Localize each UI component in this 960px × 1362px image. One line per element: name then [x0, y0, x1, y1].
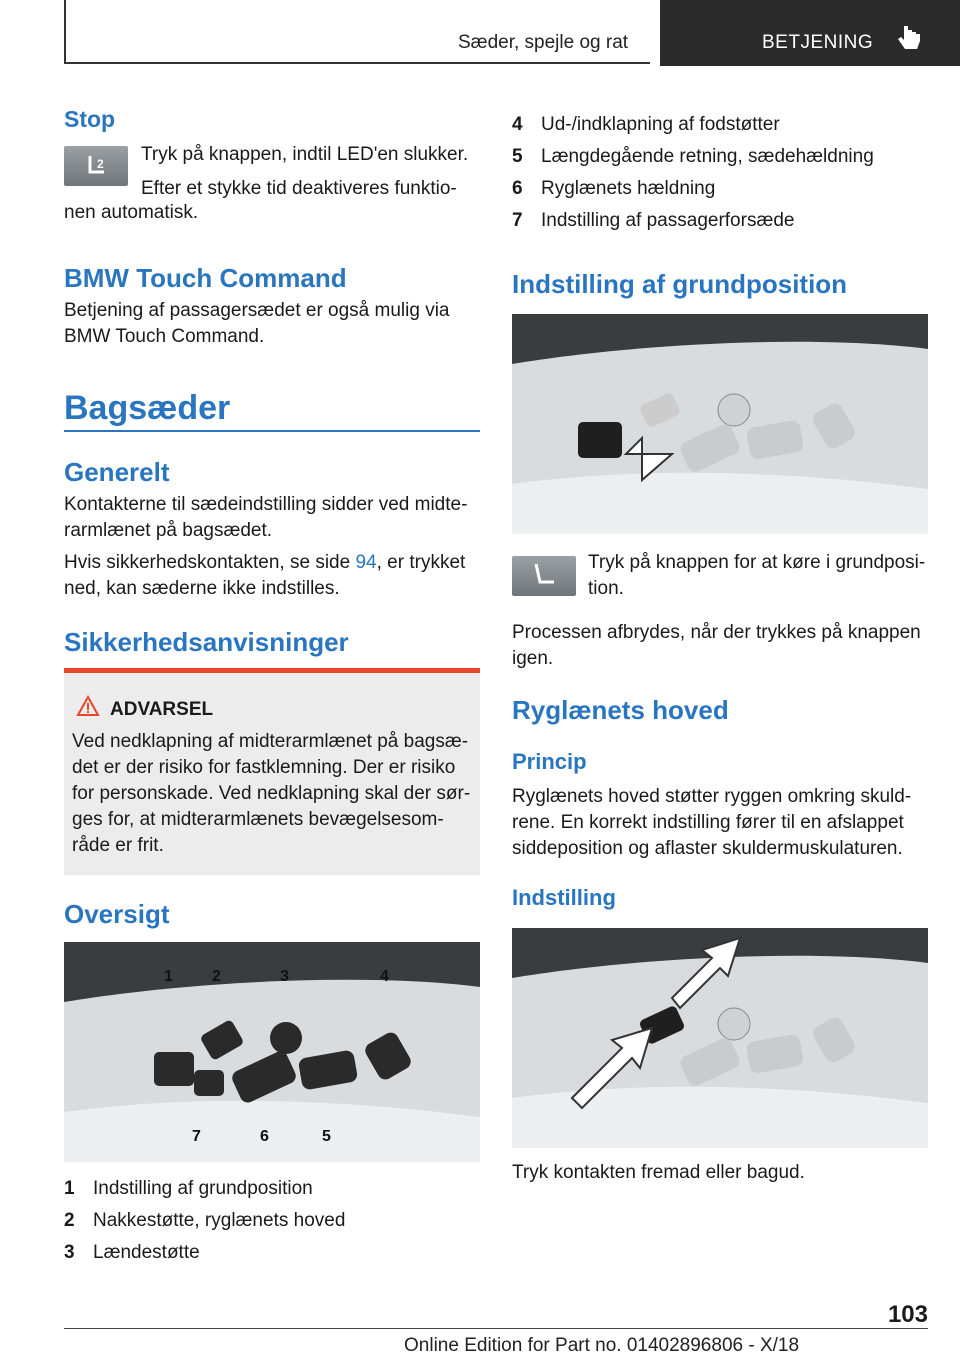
rear-seat-controls-photo: [64, 942, 480, 1162]
list-number: 4: [512, 114, 523, 135]
list-item: Indstilling af grundposition: [93, 1178, 313, 1199]
warning-title: ADVARSEL: [110, 699, 214, 720]
adjust-photo: [512, 928, 928, 1148]
list-number: 1: [64, 1178, 75, 1199]
generelt-paragraph-1: Kontakterne til sædeindstilling sidder ved midte-rarmlænet på bagsædet.: [64, 494, 468, 541]
list-item: Ryglænets hældning: [541, 178, 716, 199]
list-item: Indstilling af passagerforsæde: [541, 210, 795, 231]
callout-2: 2: [212, 968, 221, 985]
header-rule-left: [64, 0, 66, 64]
stop-paragraph-1: Tryk på knappen, indtil LED'en slukker.: [141, 144, 469, 165]
heading-underline: [64, 430, 480, 432]
callout-6: 6: [260, 1128, 269, 1145]
page-number: 103: [887, 1301, 928, 1328]
list-item: Længdegående retning, sædehældning: [541, 146, 874, 167]
list-number: 7: [512, 210, 523, 231]
callout-7: 7: [192, 1128, 201, 1145]
warning-text: Ved nedklapning af midterarmlænet på bagsæ-det er der risiko for fastklemning. Der er risiko for personskade. Ved nedklapning skal der sør-ges for, at midterarmlænets bevægelsesom-råde er frit.: [72, 731, 471, 856]
list-item: Lændestøtte: [93, 1242, 200, 1263]
principle-paragraph: Ryglænets hoved støtter ryggen omkring skuld-rene. En korrekt indstilling fører til en afslappet siddeposition og aflaster skuldermuskulaturen.: [512, 786, 912, 859]
generelt-paragraph-2: [64, 550, 480, 602]
seat-controls-illustration: [64, 942, 480, 1162]
svg-text:2: 2: [97, 157, 104, 171]
generelt-text: Hvis sikkerhedskontakten, se side: [64, 552, 356, 573]
principle-heading: Princip: [512, 749, 587, 774]
generelt-heading: Generelt: [64, 457, 170, 487]
header-section-title: Sæder, spejle og rat: [458, 32, 629, 53]
list-number: 2: [64, 1210, 75, 1231]
adjust-paragraph: Tryk kontakten fremad eller bagud.: [512, 1162, 805, 1183]
basic-position-photo: [512, 314, 928, 534]
callout-1: 1: [164, 968, 173, 985]
list-item: Nakkestøtte, ryglænets hoved: [93, 1210, 346, 1231]
hand-pointer-icon: [896, 24, 924, 54]
seat-icon: [64, 146, 128, 186]
basic-position-button-image: [512, 556, 576, 596]
seat-memory-button-image: [64, 146, 128, 186]
basic-position-heading: Indstilling af grundposition: [512, 269, 848, 299]
head-heading: Ryglænets hoved: [512, 695, 729, 725]
overview-heading: Oversigt: [64, 899, 170, 929]
list-item: Ud-/indklapning af fodstøtter: [541, 114, 780, 135]
warning-box: [64, 668, 480, 875]
touch-command-paragraph: Betjening af passagersædet er også mulig via BMW Touch Command.: [64, 300, 450, 347]
basic-position-paragraph-1: Tryk på knappen for at køre i grundposi-tion.: [588, 552, 926, 599]
list-number: 6: [512, 178, 523, 199]
list-number: 3: [64, 1242, 75, 1263]
safety-heading: Sikkerhedsanvisninger: [64, 627, 349, 657]
callout-3: 3: [280, 968, 289, 985]
stop-paragraph-2b: nen automatisk.: [64, 202, 199, 223]
adjust-illustration: [512, 928, 928, 1148]
generelt-text-end: , er trykket ned, kan sæderne ikke indstilles.: [64, 552, 466, 599]
bagsaeder-heading: Bagsæder: [64, 389, 231, 427]
callout-4: 4: [380, 968, 389, 985]
adjust-heading: Indstilling: [512, 885, 616, 910]
touch-command-heading: BMW Touch Command: [64, 263, 347, 293]
basic-position-illustration: [512, 314, 928, 534]
callout-5: 5: [322, 1128, 331, 1145]
list-number: 5: [512, 146, 523, 167]
page-link-94[interactable]: 94: [355, 552, 377, 573]
footer-edition: Online Edition for Part no. 01402896806 - X/18: [404, 1335, 800, 1356]
basic-position-paragraph-2: Processen afbrydes, når der trykkes på knappen igen.: [512, 622, 921, 669]
header-rule-bottom: [64, 62, 650, 64]
seat-recline-icon: [512, 556, 576, 596]
header-tab-label: BETJENING: [762, 32, 874, 53]
warning-triangle-icon: [76, 695, 100, 717]
stop-paragraph-2a: Efter et stykke tid deaktiveres funktio-: [141, 178, 457, 199]
footer-rule: [64, 1328, 928, 1329]
stop-heading: Stop: [64, 106, 116, 132]
